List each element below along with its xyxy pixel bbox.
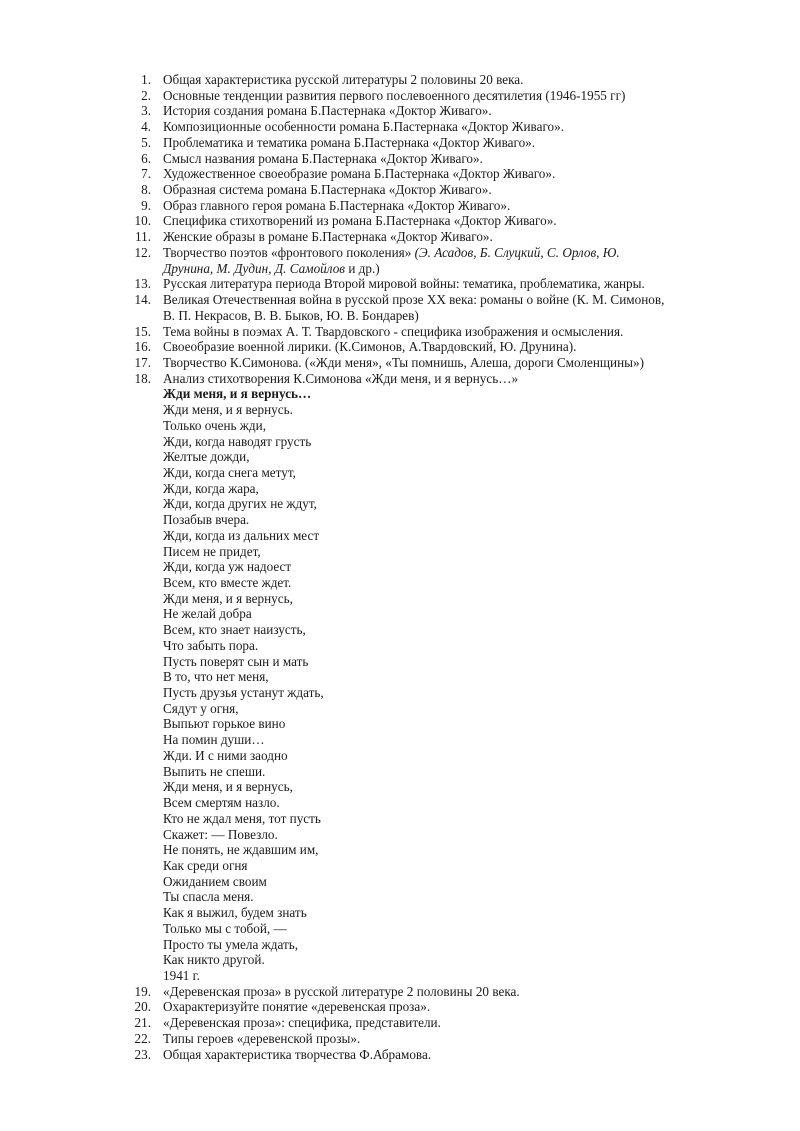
list-item-text: Образная система романа Б.Пастернака «Доктор Живаго». (163, 182, 492, 198)
list-item (123, 119, 668, 135)
list-item-text-italic: (Э. Асадов, Б. Слуцкий, С. Орлов, Ю. Друнина, М. Дудин, Д. Самойлов (163, 244, 620, 276)
poem-line: Только очень жди, (163, 417, 266, 433)
poem-line: На помин души… (163, 732, 265, 748)
list-item-text-suffix: и др.) (345, 260, 380, 276)
poem-line: Жди, когда уж надоест (163, 559, 292, 575)
list-item-number: 19. (134, 983, 151, 999)
poem-line: Не понять, не ждавшим им, (163, 842, 319, 858)
list-item (123, 355, 668, 371)
list-item (123, 198, 668, 214)
list-item-text: Образ главного героя романа Б.Пастернака «Доктор Живаго». (163, 197, 511, 213)
poem-line: Пусть друзья устанут ждать, (163, 685, 324, 701)
list-item-number: 17. (134, 354, 151, 370)
list-item-number: 11. (135, 229, 151, 245)
list-item (123, 213, 668, 229)
poem-line: Как я выжил, будем знать (163, 905, 307, 921)
list-item-number: 20. (134, 999, 151, 1015)
poem-line: Позабыв вчера. (163, 512, 250, 528)
poem-year: 1941 г. (163, 967, 200, 983)
poem-line: Просто ты умела ждать, (163, 936, 299, 952)
poem-line: Пусть поверят сын и мать (163, 653, 309, 669)
poem-line: Жди, когда наводят грусть (163, 433, 312, 449)
poem-lines (163, 402, 668, 968)
list-item-number: 18. (134, 370, 151, 386)
list-item-text: Великая Отечественная война в русской прозе ХХ века: романы о войне (К. М. Симонов, В. П. Некрасов, В. В. Быков, Ю. В. Бондарев) (163, 292, 665, 323)
poem-line: Желтые дожди, (163, 449, 250, 465)
list-item-number: 15. (134, 323, 151, 339)
list-item-number: 6. (141, 150, 151, 166)
list-item (123, 245, 668, 276)
list-item (123, 999, 668, 1015)
list-item-text: Типы героев «деревенской прозы». (163, 1030, 361, 1046)
list-item-text: «Деревенская проза» в русской литературе 2 половины 20 века. (163, 983, 520, 999)
list-item-number: 10. (134, 213, 151, 229)
list-item-text: Творчество К.Симонова. («Жди меня», «Ты помнишь, Алеша, дороги Смоленщины») (163, 354, 645, 370)
poem-line: Жди. И с ними заодно (163, 747, 288, 763)
list-item-number: 7. (141, 166, 151, 182)
poem-line: Как среди огня (163, 857, 248, 873)
poem-title: Жди меня, и я вернусь… (163, 386, 312, 402)
list-item-text: Тема войны в поэмах А. Т. Твардовского - специфика изображения и осмысления. (163, 323, 624, 339)
list-item-text: Анализ стихотворения К.Симонова «Жди меня, и я вернусь…» (163, 370, 519, 386)
list-item-number: 12. (134, 244, 151, 260)
list-item-number: 14. (134, 292, 151, 308)
poem-line: Кто не ждал меня, тот пусть (163, 810, 321, 826)
list-item-text: Смысл названия романа Б.Пастернака «Доктор Живаго». (163, 150, 483, 166)
poem-line: Жди, когда других не ждут, (163, 496, 317, 512)
list-item-text: Художественное своеобразие романа Б.Пастернака «Доктор Живаго». (163, 166, 556, 182)
list-item-number: 4. (141, 119, 151, 135)
list-item (123, 276, 668, 292)
poem-line: Не желай добра (163, 606, 252, 622)
list-item-number: 22. (134, 1030, 151, 1046)
list-item (123, 151, 668, 167)
list-item-text: Общая характеристика творчества Ф.Абрамова. (163, 1046, 432, 1062)
poem-line: Ожиданием своим (163, 873, 267, 889)
list-item (123, 229, 668, 245)
list-item (123, 292, 668, 323)
list-item (123, 166, 668, 182)
list-item-number: 13. (134, 276, 151, 292)
list-item-text: «Деревенская проза»: специфика, представители. (163, 1015, 441, 1031)
list-item-number: 23. (134, 1046, 151, 1062)
poem-line: Жди, когда снега метут, (163, 464, 296, 480)
list-item (123, 324, 668, 340)
list-item-text: Проблематика и тематика романа Б.Пастернака «Доктор Живаго». (163, 134, 536, 150)
list-item (123, 1031, 668, 1047)
poem-line: В то, что нет меня, (163, 669, 269, 685)
poem-line: Как никто другой. (163, 952, 265, 968)
poem-line: Только мы с тобой, — (163, 920, 287, 936)
list-item (123, 1015, 668, 1031)
poem-line: Жди, когда из дальних мест (163, 527, 320, 543)
poem-line: Что забыть пора. (163, 637, 259, 653)
list-item-number: 5. (141, 134, 151, 150)
list-item (123, 339, 668, 355)
list-item-text: Охарактеризуйте понятие «деревенская проза». (163, 999, 431, 1015)
poem-line: Сядут у огня, (163, 700, 239, 716)
list-item (123, 103, 668, 119)
list-item (123, 1047, 668, 1063)
list-item (123, 88, 668, 104)
list-item-text: Своеобразие военной лирики. (К.Симонов, А.Твардовский, Ю. Друнина). (163, 339, 577, 355)
poem-line: Всем смертям назло. (163, 795, 280, 811)
poem-line: Выпьют горькое вино (163, 716, 286, 732)
list-item-text: История создания романа Б.Пастернака «Доктор Живаго». (163, 103, 492, 119)
poem-line: Жди меня, и я вернусь, (163, 590, 293, 606)
list-item-text: Специфика стихотворений из романа Б.Пастернака «Доктор Живаго». (163, 213, 557, 229)
list-item-number: 21. (134, 1015, 151, 1031)
poem-line: Жди меня, и я вернусь. (163, 402, 293, 418)
poem-line: Выпить не спеши. (163, 763, 266, 779)
list-item (123, 984, 668, 1000)
list-item-text: Женские образы в романе Б.Пастернака «Доктор Живаго». (163, 229, 493, 245)
poem-line: Жди меня, и я вернусь, (163, 779, 293, 795)
list-item-text: Творчество поэтов «фронтового поколения» (163, 244, 415, 260)
list-item-text: Общая характеристика русской литературы 2 половины 20 века. (163, 72, 524, 87)
list-item-text: Основные тенденции развития первого послевоенного десятилетия (1946-1955 гг) (163, 87, 626, 103)
list-item-number: 2. (141, 87, 151, 103)
list-item (123, 182, 668, 198)
poem-line: Скажет: — Повезло. (163, 826, 278, 842)
poem-line: Всем, кто вместе ждет. (163, 575, 292, 590)
list-item-number: 8. (141, 182, 151, 198)
poem-line: Ты спасла меня. (163, 889, 254, 905)
poem-line: Жди, когда жара, (163, 480, 259, 496)
list-item (123, 72, 668, 88)
list-item-number: 3. (141, 103, 151, 119)
list-item-number: 9. (141, 197, 151, 213)
list-item (123, 135, 668, 151)
poem-block (163, 386, 668, 983)
list-item-text: Русская литература периода Второй мировой войны: тематика, проблематика, жанры. (163, 276, 645, 292)
list-item-number: 16. (134, 339, 151, 355)
list-item-number: 1. (141, 72, 151, 87)
list-item-text: Композиционные особенности романа Б.Пастернака «Доктор Живаго». (163, 119, 565, 135)
poem-line: Писем не придет, (163, 543, 261, 559)
list-item (123, 371, 668, 387)
poem-line: Всем, кто знает наизусть, (163, 622, 306, 638)
